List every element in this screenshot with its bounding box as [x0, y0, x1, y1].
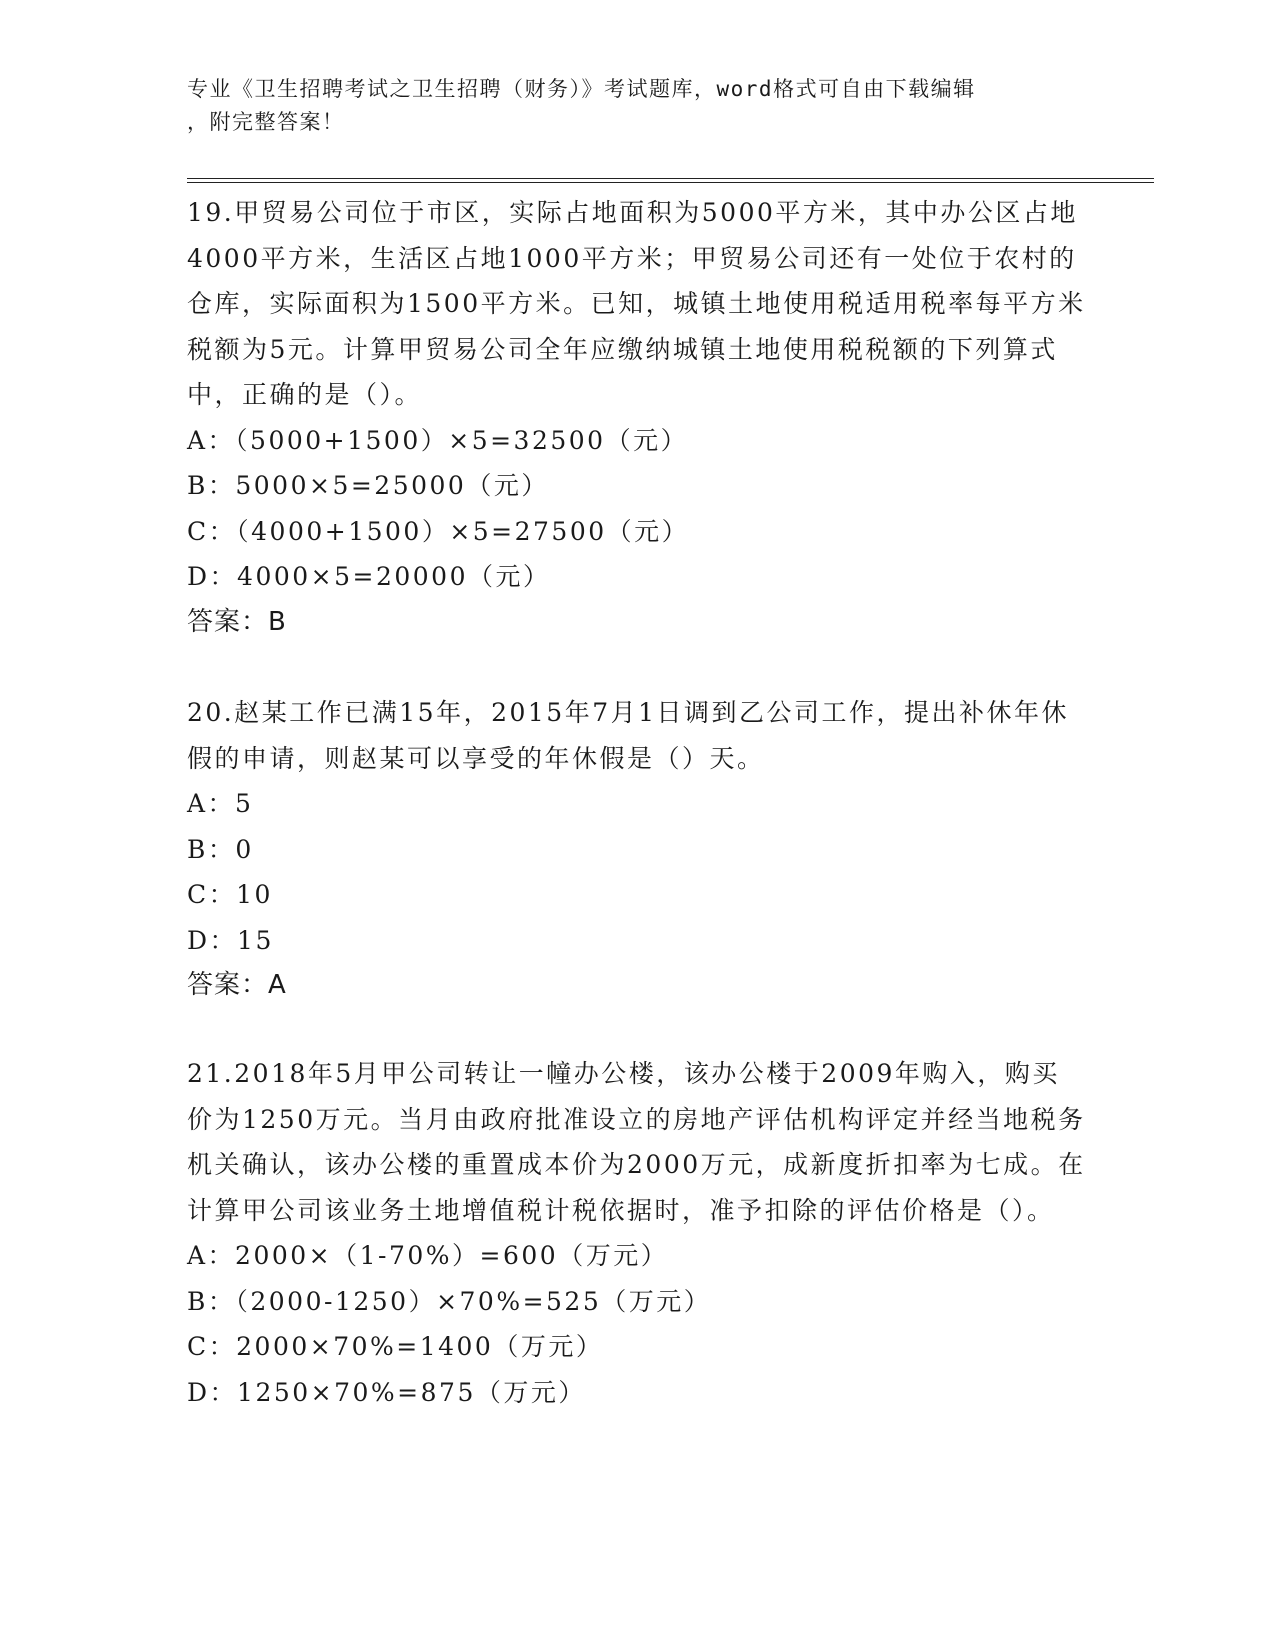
option-c: C：10: [187, 880, 273, 909]
question-21: [187, 1051, 1087, 1415]
answer: 答案：B: [187, 606, 287, 637]
option-b: B：5000×5=25000（元）: [187, 471, 549, 500]
answer: 答案：A: [187, 970, 287, 1000]
header-line-2: ，附完整答案！: [187, 110, 345, 134]
option-d: D：1250×70%=875（万元）: [187, 1377, 586, 1407]
option-d: D：15: [187, 925, 274, 955]
question-19: [187, 190, 1087, 645]
option-b: B：（2000-1250）×70%=525（万元）: [187, 1286, 712, 1316]
option-c: C：2000×70%=1400（万元）: [187, 1332, 604, 1361]
page-header: [187, 73, 1067, 139]
question-stem: 21.2018年5月甲公司转让一幢办公楼，该办公楼于2009年购入，购买价为1250万元。当月由政府批准设立的房地产评估机构评定并经当地税务机关确认，该办公楼的重置成本价为2000万元，成新度折扣率为七成。在计算甲公司该业务土地增值税计税依据时，准予扣除的评估价格是（）。: [187, 1059, 1086, 1225]
option-a: A：2000×（1-70%）=600（万元）: [187, 1241, 669, 1270]
option-a: A：5: [187, 789, 254, 818]
question-20: [187, 690, 1087, 1009]
option-a: A：（5000+1500）×5=32500（元）: [187, 425, 689, 455]
option-c: C：（4000+1500）×5=27500（元）: [187, 516, 690, 546]
option-d: D：4000×5=20000（元）: [187, 562, 551, 591]
question-stem: 20.赵某工作已满15年，2015年7月1日调到乙公司工作，提出补休年休假的申请，则赵某可以享受的年休假是（）天。: [187, 698, 1070, 773]
header-double-rule: [187, 178, 1154, 183]
option-b: B：0: [187, 834, 254, 864]
header-line-1: 专业《卫生招聘考试之卫生招聘（财务）》考试题库，word格式可自由下载编辑: [187, 77, 976, 101]
question-stem: 19.甲贸易公司位于市区，实际占地面积为5000平方米，其中办公区占地4000平方米，生活区占地1000平方米；甲贸易公司还有一处位于农村的仓库，实际面积为1500平方米。已知，城镇土地使用税适用税率每平方米税额为5元。计算甲贸易公司全年应缴纳城镇土地使用税税额的下列算式中，正确的是（）。: [187, 198, 1086, 409]
